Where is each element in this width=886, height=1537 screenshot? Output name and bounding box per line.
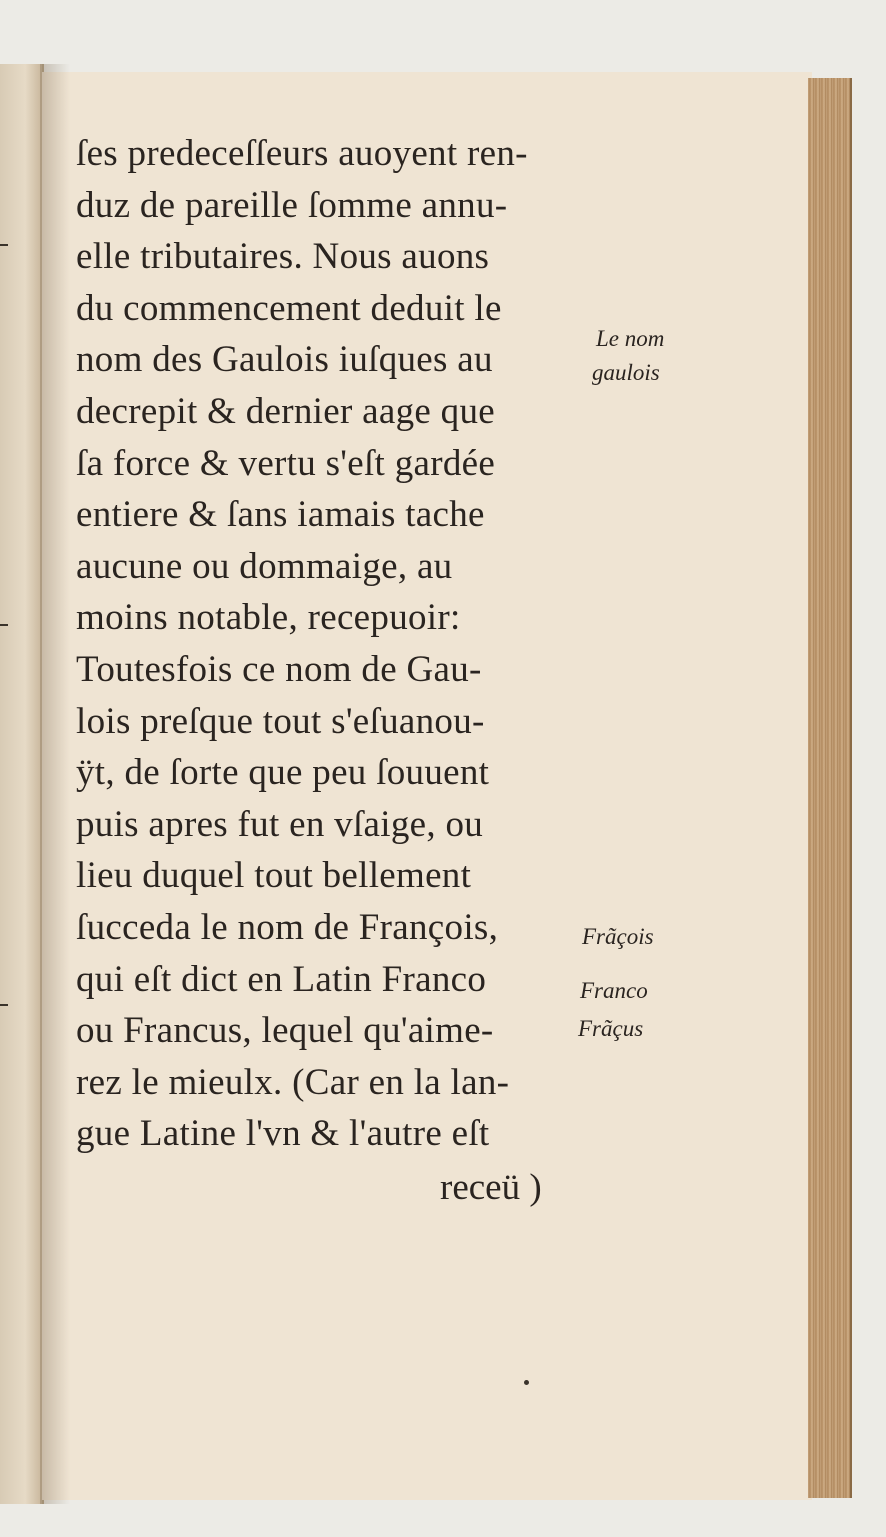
catchword: receü ) <box>440 1167 542 1208</box>
text-line: entiere & ſans iamais tache <box>76 494 485 536</box>
text-line: ÿt, de ſorte que peu ſouuent <box>76 752 490 794</box>
marginal-note: Franco <box>580 978 648 1003</box>
facing-page-mark <box>0 1004 8 1006</box>
marginal-note: Le nom <box>596 326 665 351</box>
text-line: ſa force & vertu s'eſt gardée <box>76 442 496 484</box>
facing-page-edge <box>0 64 44 1504</box>
text-line: puis apres fut en vſaige, ou <box>76 803 484 845</box>
text-line: gue Latine l'vn & l'autre eſt <box>76 1113 490 1155</box>
text-line: du commencement deduit le <box>76 287 502 329</box>
text-line: qui eſt dict en Latin Franco <box>76 958 487 1000</box>
text-line: aucune ou dommaige, au <box>76 545 453 587</box>
text-line: rez le mieulx. (Car en la lan- <box>76 1061 510 1103</box>
page-edges <box>808 78 852 1498</box>
marginal-note: gaulois <box>592 360 660 385</box>
text-line: moins notable, recepuoir: <box>76 597 461 639</box>
text-line: ſes predeceſſeurs auoyent ren- <box>76 133 528 174</box>
text-line: elle tributaires. Nous auons <box>76 236 490 278</box>
main-text-block <box>76 128 636 1160</box>
text-line: ſucceda le nom de François, <box>76 906 499 948</box>
text-line: nom des Gaulois iuſques au <box>76 339 493 381</box>
facing-page-mark <box>0 624 8 626</box>
text-line: ou Francus, lequel qu'aime- <box>76 1010 494 1052</box>
text-line: Toutesfois ce nom de Gau- <box>76 648 482 690</box>
text-line: duz de pareille ſomme annu- <box>76 184 508 226</box>
facing-page-mark <box>0 244 8 246</box>
text-line: decrepit & dernier aage que <box>76 390 495 432</box>
marginal-note: Frãçois <box>582 924 654 949</box>
gutter-shadow <box>40 64 70 1504</box>
marginal-note: Frãçus <box>578 1016 644 1041</box>
text-line: lois preſque tout s'eſuanou- <box>76 700 485 742</box>
ink-dot <box>524 1380 529 1385</box>
text-line: lieu duquel tout bellement <box>76 855 472 897</box>
